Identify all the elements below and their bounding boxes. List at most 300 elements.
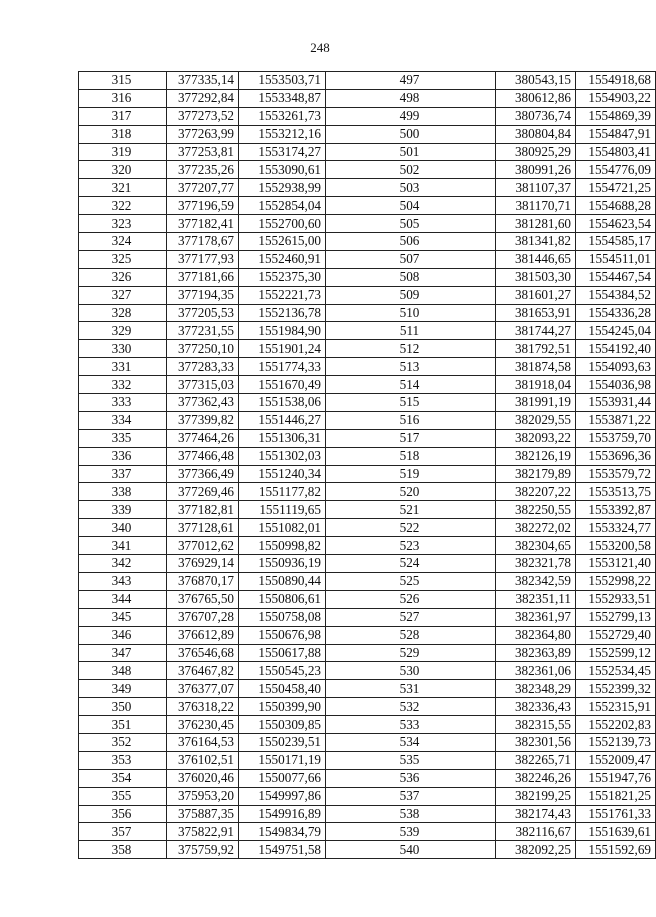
y-coordinate-left: 1550758,08 (239, 608, 326, 626)
x-coordinate-right: 382093,22 (496, 429, 576, 447)
y-coordinate-right: 1552399,32 (576, 680, 656, 698)
point-number-left: 351 (79, 716, 167, 734)
x-coordinate-right: 381341,82 (496, 233, 576, 251)
y-coordinate-left: 1553261,73 (239, 107, 326, 125)
y-coordinate-right: 1552998,22 (576, 572, 656, 590)
x-coordinate-right: 382126,19 (496, 447, 576, 465)
page-number: 248 (310, 40, 330, 55)
table-row (79, 447, 656, 465)
point-number-left: 343 (79, 572, 167, 590)
x-coordinate-right: 382361,06 (496, 662, 576, 680)
y-coordinate-right: 1551821,25 (576, 787, 656, 805)
x-coordinate-right: 380736,74 (496, 107, 576, 125)
point-number-left: 337 (79, 465, 167, 483)
point-number-left: 330 (79, 340, 167, 358)
x-coordinate-left: 377181,66 (167, 268, 239, 286)
x-coordinate-left: 377182,81 (167, 501, 239, 519)
table-row (79, 125, 656, 143)
table-row (79, 590, 656, 608)
point-number-left: 358 (79, 841, 167, 859)
x-coordinate-right: 381170,71 (496, 197, 576, 215)
point-number-right: 513 (326, 358, 496, 376)
x-coordinate-right: 382265,71 (496, 751, 576, 769)
table-row (79, 823, 656, 841)
x-coordinate-right: 382246,26 (496, 769, 576, 787)
y-coordinate-right: 1553121,40 (576, 555, 656, 573)
table-row (79, 107, 656, 125)
y-coordinate-right: 1554511,01 (576, 250, 656, 268)
point-number-left: 321 (79, 179, 167, 197)
point-number-right: 534 (326, 733, 496, 751)
x-coordinate-right: 382304,65 (496, 537, 576, 555)
x-coordinate-left: 377231,55 (167, 322, 239, 340)
point-number-right: 502 (326, 161, 496, 179)
x-coordinate-right: 381874,58 (496, 358, 576, 376)
point-number-right: 522 (326, 519, 496, 537)
x-coordinate-right: 382364,80 (496, 626, 576, 644)
point-number-left: 333 (79, 394, 167, 412)
point-number-left: 327 (79, 286, 167, 304)
y-coordinate-right: 1552139,73 (576, 733, 656, 751)
point-number-left: 342 (79, 555, 167, 573)
y-coordinate-left: 1551119,65 (239, 501, 326, 519)
point-number-left: 328 (79, 304, 167, 322)
x-coordinate-right: 381792,51 (496, 340, 576, 358)
x-coordinate-right: 382351,11 (496, 590, 576, 608)
x-coordinate-left: 377182,41 (167, 215, 239, 233)
point-number-left: 318 (79, 125, 167, 143)
x-coordinate-right: 380804,84 (496, 125, 576, 143)
y-coordinate-left: 1553212,16 (239, 125, 326, 143)
y-coordinate-left: 1550239,51 (239, 733, 326, 751)
x-coordinate-right: 382301,56 (496, 733, 576, 751)
point-number-right: 498 (326, 89, 496, 107)
y-coordinate-right: 1554384,52 (576, 286, 656, 304)
y-coordinate-left: 1549751,58 (239, 841, 326, 859)
point-number-right: 531 (326, 680, 496, 698)
y-coordinate-right: 1554336,28 (576, 304, 656, 322)
y-coordinate-left: 1552221,73 (239, 286, 326, 304)
point-number-right: 516 (326, 411, 496, 429)
point-number-right: 521 (326, 501, 496, 519)
x-coordinate-left: 376546,68 (167, 644, 239, 662)
y-coordinate-right: 1554192,40 (576, 340, 656, 358)
y-coordinate-right: 1554918,68 (576, 72, 656, 90)
coordinates-table-body (79, 72, 656, 859)
table-row (79, 733, 656, 751)
table-row (79, 626, 656, 644)
point-number-right: 507 (326, 250, 496, 268)
y-coordinate-left: 1553090,61 (239, 161, 326, 179)
y-coordinate-right: 1553324,77 (576, 519, 656, 537)
point-number-left: 356 (79, 805, 167, 823)
y-coordinate-left: 1552700,60 (239, 215, 326, 233)
x-coordinate-right: 380543,15 (496, 72, 576, 90)
table-row (79, 268, 656, 286)
y-coordinate-right: 1553931,44 (576, 394, 656, 412)
y-coordinate-right: 1554467,54 (576, 268, 656, 286)
point-number-left: 326 (79, 268, 167, 286)
table-row (79, 662, 656, 680)
y-coordinate-right: 1554245,04 (576, 322, 656, 340)
table-row (79, 394, 656, 412)
point-number-left: 319 (79, 143, 167, 161)
y-coordinate-left: 1549916,89 (239, 805, 326, 823)
y-coordinate-left: 1553174,27 (239, 143, 326, 161)
table-row (79, 358, 656, 376)
table-row (79, 340, 656, 358)
y-coordinate-left: 1553348,87 (239, 89, 326, 107)
x-coordinate-right: 382361,97 (496, 608, 576, 626)
point-number-right: 535 (326, 751, 496, 769)
point-number-right: 504 (326, 197, 496, 215)
point-number-left: 332 (79, 376, 167, 394)
point-number-left: 341 (79, 537, 167, 555)
y-coordinate-right: 1551761,33 (576, 805, 656, 823)
point-number-left: 316 (79, 89, 167, 107)
point-number-left: 347 (79, 644, 167, 662)
point-number-right: 515 (326, 394, 496, 412)
y-coordinate-left: 1552615,00 (239, 233, 326, 251)
x-coordinate-right: 382342,59 (496, 572, 576, 590)
point-number-right: 540 (326, 841, 496, 859)
x-coordinate-left: 377235,26 (167, 161, 239, 179)
x-coordinate-right: 382179,89 (496, 465, 576, 483)
y-coordinate-right: 1554688,28 (576, 197, 656, 215)
x-coordinate-right: 381744,27 (496, 322, 576, 340)
x-coordinate-left: 376377,07 (167, 680, 239, 698)
x-coordinate-left: 376102,51 (167, 751, 239, 769)
table-row (79, 376, 656, 394)
table-row (79, 501, 656, 519)
y-coordinate-left: 1550545,23 (239, 662, 326, 680)
point-number-left: 348 (79, 662, 167, 680)
x-coordinate-right: 382272,02 (496, 519, 576, 537)
x-coordinate-right: 382348,29 (496, 680, 576, 698)
y-coordinate-left: 1551670,49 (239, 376, 326, 394)
y-coordinate-left: 1551984,90 (239, 322, 326, 340)
point-number-left: 323 (79, 215, 167, 233)
point-number-right: 499 (326, 107, 496, 125)
y-coordinate-left: 1551240,34 (239, 465, 326, 483)
x-coordinate-right: 382336,43 (496, 698, 576, 716)
y-coordinate-left: 1550077,66 (239, 769, 326, 787)
point-number-right: 512 (326, 340, 496, 358)
x-coordinate-left: 375953,20 (167, 787, 239, 805)
y-coordinate-right: 1552933,51 (576, 590, 656, 608)
table-row (79, 322, 656, 340)
x-coordinate-left: 377012,62 (167, 537, 239, 555)
table-row (79, 179, 656, 197)
x-coordinate-left: 377205,53 (167, 304, 239, 322)
table-row (79, 698, 656, 716)
point-number-right: 514 (326, 376, 496, 394)
point-number-left: 346 (79, 626, 167, 644)
table-row (79, 72, 656, 90)
table-row (79, 555, 656, 573)
x-coordinate-right: 382207,22 (496, 483, 576, 501)
x-coordinate-right: 382363,89 (496, 644, 576, 662)
point-number-right: 523 (326, 537, 496, 555)
y-coordinate-right: 1553579,72 (576, 465, 656, 483)
y-coordinate-right: 1551947,76 (576, 769, 656, 787)
point-number-left: 338 (79, 483, 167, 501)
y-coordinate-right: 1553696,36 (576, 447, 656, 465)
point-number-left: 322 (79, 197, 167, 215)
y-coordinate-left: 1550399,90 (239, 698, 326, 716)
x-coordinate-left: 377128,61 (167, 519, 239, 537)
x-coordinate-left: 375759,92 (167, 841, 239, 859)
table-row (79, 89, 656, 107)
y-coordinate-right: 1554721,25 (576, 179, 656, 197)
x-coordinate-right: 382174,43 (496, 805, 576, 823)
x-coordinate-right: 381503,30 (496, 268, 576, 286)
x-coordinate-left: 377269,46 (167, 483, 239, 501)
point-number-left: 355 (79, 787, 167, 805)
y-coordinate-right: 1553392,87 (576, 501, 656, 519)
y-coordinate-left: 1550617,88 (239, 644, 326, 662)
x-coordinate-right: 382199,25 (496, 787, 576, 805)
y-coordinate-right: 1552729,40 (576, 626, 656, 644)
y-coordinate-left: 1551306,31 (239, 429, 326, 447)
x-coordinate-left: 377250,10 (167, 340, 239, 358)
point-number-left: 339 (79, 501, 167, 519)
y-coordinate-right: 1552799,13 (576, 608, 656, 626)
point-number-left: 325 (79, 250, 167, 268)
point-number-right: 536 (326, 769, 496, 787)
x-coordinate-right: 381918,04 (496, 376, 576, 394)
y-coordinate-right: 1553871,22 (576, 411, 656, 429)
point-number-left: 350 (79, 698, 167, 716)
point-number-right: 527 (326, 608, 496, 626)
y-coordinate-right: 1554847,91 (576, 125, 656, 143)
y-coordinate-right: 1553200,58 (576, 537, 656, 555)
y-coordinate-left: 1551082,01 (239, 519, 326, 537)
table-row (79, 197, 656, 215)
point-number-right: 532 (326, 698, 496, 716)
point-number-right: 517 (326, 429, 496, 447)
table-row (79, 519, 656, 537)
y-coordinate-right: 1552009,47 (576, 751, 656, 769)
x-coordinate-left: 376467,82 (167, 662, 239, 680)
x-coordinate-right: 381601,27 (496, 286, 576, 304)
point-number-left: 334 (79, 411, 167, 429)
y-coordinate-left: 1550676,98 (239, 626, 326, 644)
table-row (79, 537, 656, 555)
y-coordinate-right: 1552599,12 (576, 644, 656, 662)
point-number-right: 526 (326, 590, 496, 608)
point-number-left: 329 (79, 322, 167, 340)
point-number-right: 519 (326, 465, 496, 483)
table-row (79, 841, 656, 859)
x-coordinate-left: 376612,89 (167, 626, 239, 644)
point-number-left: 324 (79, 233, 167, 251)
y-coordinate-right: 1552315,91 (576, 698, 656, 716)
point-number-right: 524 (326, 555, 496, 573)
table-row (79, 483, 656, 501)
x-coordinate-left: 377366,49 (167, 465, 239, 483)
table-row (79, 751, 656, 769)
y-coordinate-left: 1551446,27 (239, 411, 326, 429)
y-coordinate-right: 1552202,83 (576, 716, 656, 734)
point-number-right: 529 (326, 644, 496, 662)
x-coordinate-right: 381107,37 (496, 179, 576, 197)
point-number-right: 533 (326, 716, 496, 734)
table-row (79, 805, 656, 823)
point-number-right: 510 (326, 304, 496, 322)
y-coordinate-right: 1553513,75 (576, 483, 656, 501)
table-row (79, 572, 656, 590)
table-row (79, 250, 656, 268)
point-number-left: 317 (79, 107, 167, 125)
table-row (79, 429, 656, 447)
point-number-left: 340 (79, 519, 167, 537)
point-number-right: 518 (326, 447, 496, 465)
y-coordinate-right: 1551592,69 (576, 841, 656, 859)
x-coordinate-left: 377263,99 (167, 125, 239, 143)
y-coordinate-right: 1554903,22 (576, 89, 656, 107)
y-coordinate-left: 1549997,86 (239, 787, 326, 805)
y-coordinate-left: 1549834,79 (239, 823, 326, 841)
y-coordinate-left: 1553503,71 (239, 72, 326, 90)
y-coordinate-left: 1551538,06 (239, 394, 326, 412)
x-coordinate-left: 377196,59 (167, 197, 239, 215)
point-number-right: 505 (326, 215, 496, 233)
x-coordinate-right: 380612,86 (496, 89, 576, 107)
x-coordinate-left: 377464,26 (167, 429, 239, 447)
table-row (79, 716, 656, 734)
point-number-left: 352 (79, 733, 167, 751)
x-coordinate-right: 380925,29 (496, 143, 576, 161)
x-coordinate-left: 377292,84 (167, 89, 239, 107)
y-coordinate-right: 1554803,41 (576, 143, 656, 161)
table-row (79, 680, 656, 698)
x-coordinate-left: 377194,35 (167, 286, 239, 304)
point-number-right: 539 (326, 823, 496, 841)
point-number-left: 320 (79, 161, 167, 179)
y-coordinate-right: 1553759,70 (576, 429, 656, 447)
x-coordinate-left: 376929,14 (167, 555, 239, 573)
x-coordinate-left: 377399,82 (167, 411, 239, 429)
x-coordinate-right: 382092,25 (496, 841, 576, 859)
y-coordinate-left: 1550309,85 (239, 716, 326, 734)
y-coordinate-right: 1554093,63 (576, 358, 656, 376)
x-coordinate-right: 382116,67 (496, 823, 576, 841)
x-coordinate-left: 377466,48 (167, 447, 239, 465)
y-coordinate-left: 1550936,19 (239, 555, 326, 573)
y-coordinate-right: 1552534,45 (576, 662, 656, 680)
point-number-left: 353 (79, 751, 167, 769)
y-coordinate-right: 1554776,09 (576, 161, 656, 179)
point-number-left: 335 (79, 429, 167, 447)
x-coordinate-left: 376765,50 (167, 590, 239, 608)
point-number-right: 500 (326, 125, 496, 143)
x-coordinate-right: 381281,60 (496, 215, 576, 233)
point-number-left: 349 (79, 680, 167, 698)
y-coordinate-left: 1551177,82 (239, 483, 326, 501)
table-row (79, 304, 656, 322)
y-coordinate-left: 1550806,61 (239, 590, 326, 608)
y-coordinate-right: 1551639,61 (576, 823, 656, 841)
y-coordinate-right: 1554623,54 (576, 215, 656, 233)
x-coordinate-left: 377207,77 (167, 179, 239, 197)
x-coordinate-left: 377273,52 (167, 107, 239, 125)
y-coordinate-left: 1552854,04 (239, 197, 326, 215)
y-coordinate-left: 1551901,24 (239, 340, 326, 358)
y-coordinate-left: 1552375,30 (239, 268, 326, 286)
y-coordinate-right: 1554585,17 (576, 233, 656, 251)
point-number-left: 357 (79, 823, 167, 841)
point-number-left: 345 (79, 608, 167, 626)
x-coordinate-left: 376707,28 (167, 608, 239, 626)
y-coordinate-right: 1554036,98 (576, 376, 656, 394)
table-row (79, 465, 656, 483)
y-coordinate-left: 1550458,40 (239, 680, 326, 698)
x-coordinate-left: 376020,46 (167, 769, 239, 787)
table-row (79, 286, 656, 304)
x-coordinate-left: 377335,14 (167, 72, 239, 90)
x-coordinate-right: 381446,65 (496, 250, 576, 268)
point-number-right: 520 (326, 483, 496, 501)
point-number-right: 530 (326, 662, 496, 680)
point-number-right: 537 (326, 787, 496, 805)
y-coordinate-left: 1552136,78 (239, 304, 326, 322)
y-coordinate-left: 1550998,82 (239, 537, 326, 555)
point-number-right: 525 (326, 572, 496, 590)
x-coordinate-right: 381991,19 (496, 394, 576, 412)
x-coordinate-right: 382250,55 (496, 501, 576, 519)
point-number-right: 506 (326, 233, 496, 251)
table-row (79, 644, 656, 662)
point-number-left: 336 (79, 447, 167, 465)
x-coordinate-left: 377178,67 (167, 233, 239, 251)
x-coordinate-right: 382315,55 (496, 716, 576, 734)
table-row (79, 233, 656, 251)
x-coordinate-left: 377315,03 (167, 376, 239, 394)
x-coordinate-left: 376318,22 (167, 698, 239, 716)
x-coordinate-right: 380991,26 (496, 161, 576, 179)
point-number-left: 331 (79, 358, 167, 376)
table-row (79, 215, 656, 233)
point-number-right: 508 (326, 268, 496, 286)
x-coordinate-left: 377283,33 (167, 358, 239, 376)
table-row (79, 787, 656, 805)
point-number-right: 509 (326, 286, 496, 304)
x-coordinate-right: 381653,91 (496, 304, 576, 322)
table-row (79, 769, 656, 787)
x-coordinate-right: 382029,55 (496, 411, 576, 429)
coordinates-table (78, 71, 656, 859)
y-coordinate-left: 1550890,44 (239, 572, 326, 590)
y-coordinate-left: 1551774,33 (239, 358, 326, 376)
x-coordinate-left: 377253,81 (167, 143, 239, 161)
point-number-right: 511 (326, 322, 496, 340)
point-number-right: 501 (326, 143, 496, 161)
table-row (79, 161, 656, 179)
x-coordinate-left: 376164,53 (167, 733, 239, 751)
point-number-left: 354 (79, 769, 167, 787)
point-number-right: 497 (326, 72, 496, 90)
y-coordinate-right: 1554869,39 (576, 107, 656, 125)
x-coordinate-left: 375887,35 (167, 805, 239, 823)
point-number-left: 344 (79, 590, 167, 608)
y-coordinate-left: 1551302,03 (239, 447, 326, 465)
table-row (79, 411, 656, 429)
point-number-right: 538 (326, 805, 496, 823)
table-row (79, 608, 656, 626)
x-coordinate-left: 376230,45 (167, 716, 239, 734)
x-coordinate-left: 377362,43 (167, 394, 239, 412)
